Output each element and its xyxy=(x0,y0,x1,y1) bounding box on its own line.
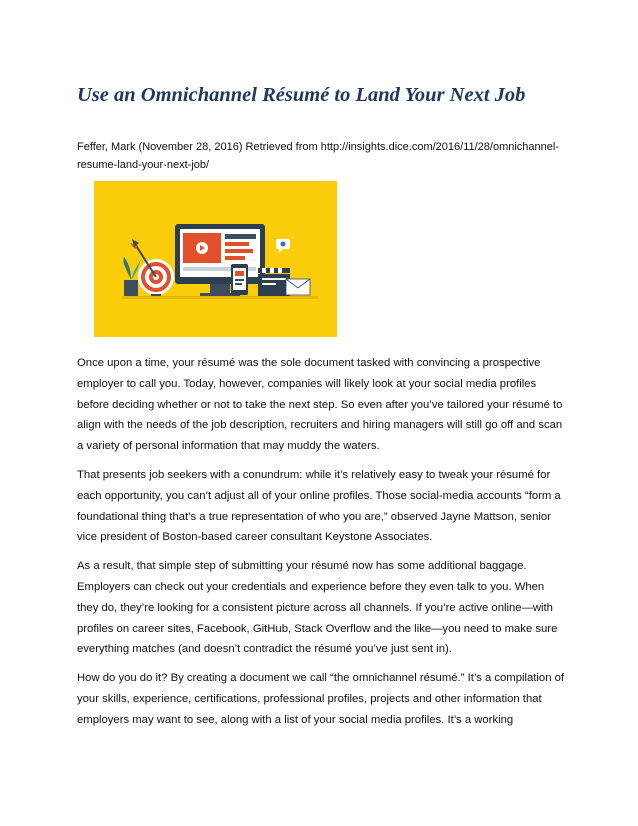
envelope-icon xyxy=(286,279,310,295)
body-paragraph: Once upon a time, your résumé was the sole document tasked with convincing a prospective employer to call you. Today, however, companies will likely look at your social media profiles before deciding whether or not to take the next step. So even after you’ve tailored your résumé to align with the needs of the job description, recruiters and hiring managers will still go off and scan a variety of personal information that may muddy the waters. xyxy=(77,357,563,453)
article-body xyxy=(77,353,567,739)
body-paragraph: How do you do it? By creating a document we call “the omnichannel résumé.” It’s a compilation of your skills, experience, certifications, professional profiles, projects and other information that employers may want to see, along with a list of your social media profiles. It’s a working xyxy=(77,672,565,726)
article-citation: Feffer, Mark (November 28, 2016) Retrieved from http://insights.dice.com/2016/11/28/omnichannel-resume-land-your-next-job/ xyxy=(77,141,559,171)
article-illustration xyxy=(94,181,337,337)
body-paragraph: That presents job seekers with a conundrum: while it’s relatively easy to tweak your résumé for each opportunity, you can’t adjust all of your online profiles. Those social-media accounts “form a foundational thing that’s a true representation of who you are,” observed Jayne Mattson, senior vice president of Boston-based career consultant Keystone Associates. xyxy=(77,468,561,544)
video-play-icon xyxy=(196,242,208,254)
clapperboard-icon xyxy=(258,268,290,296)
body-paragraph: As a result, that simple step of submitting your résumé now has some additional baggage. Employers can check out your credentials and experience before they even talk to you. When they do, they’re looking for a consistent picture across all channels. If you’re active online—with profiles on career sites, Facebook, GitHub, Stack Overflow and the like—you need to make sure everything matches (and doesn’t contradict the résumé you’ve just sent in). xyxy=(77,560,558,656)
article-title: Use an Omnichannel Résumé to Land Your Next Job xyxy=(77,84,526,106)
phone-icon xyxy=(231,264,248,295)
